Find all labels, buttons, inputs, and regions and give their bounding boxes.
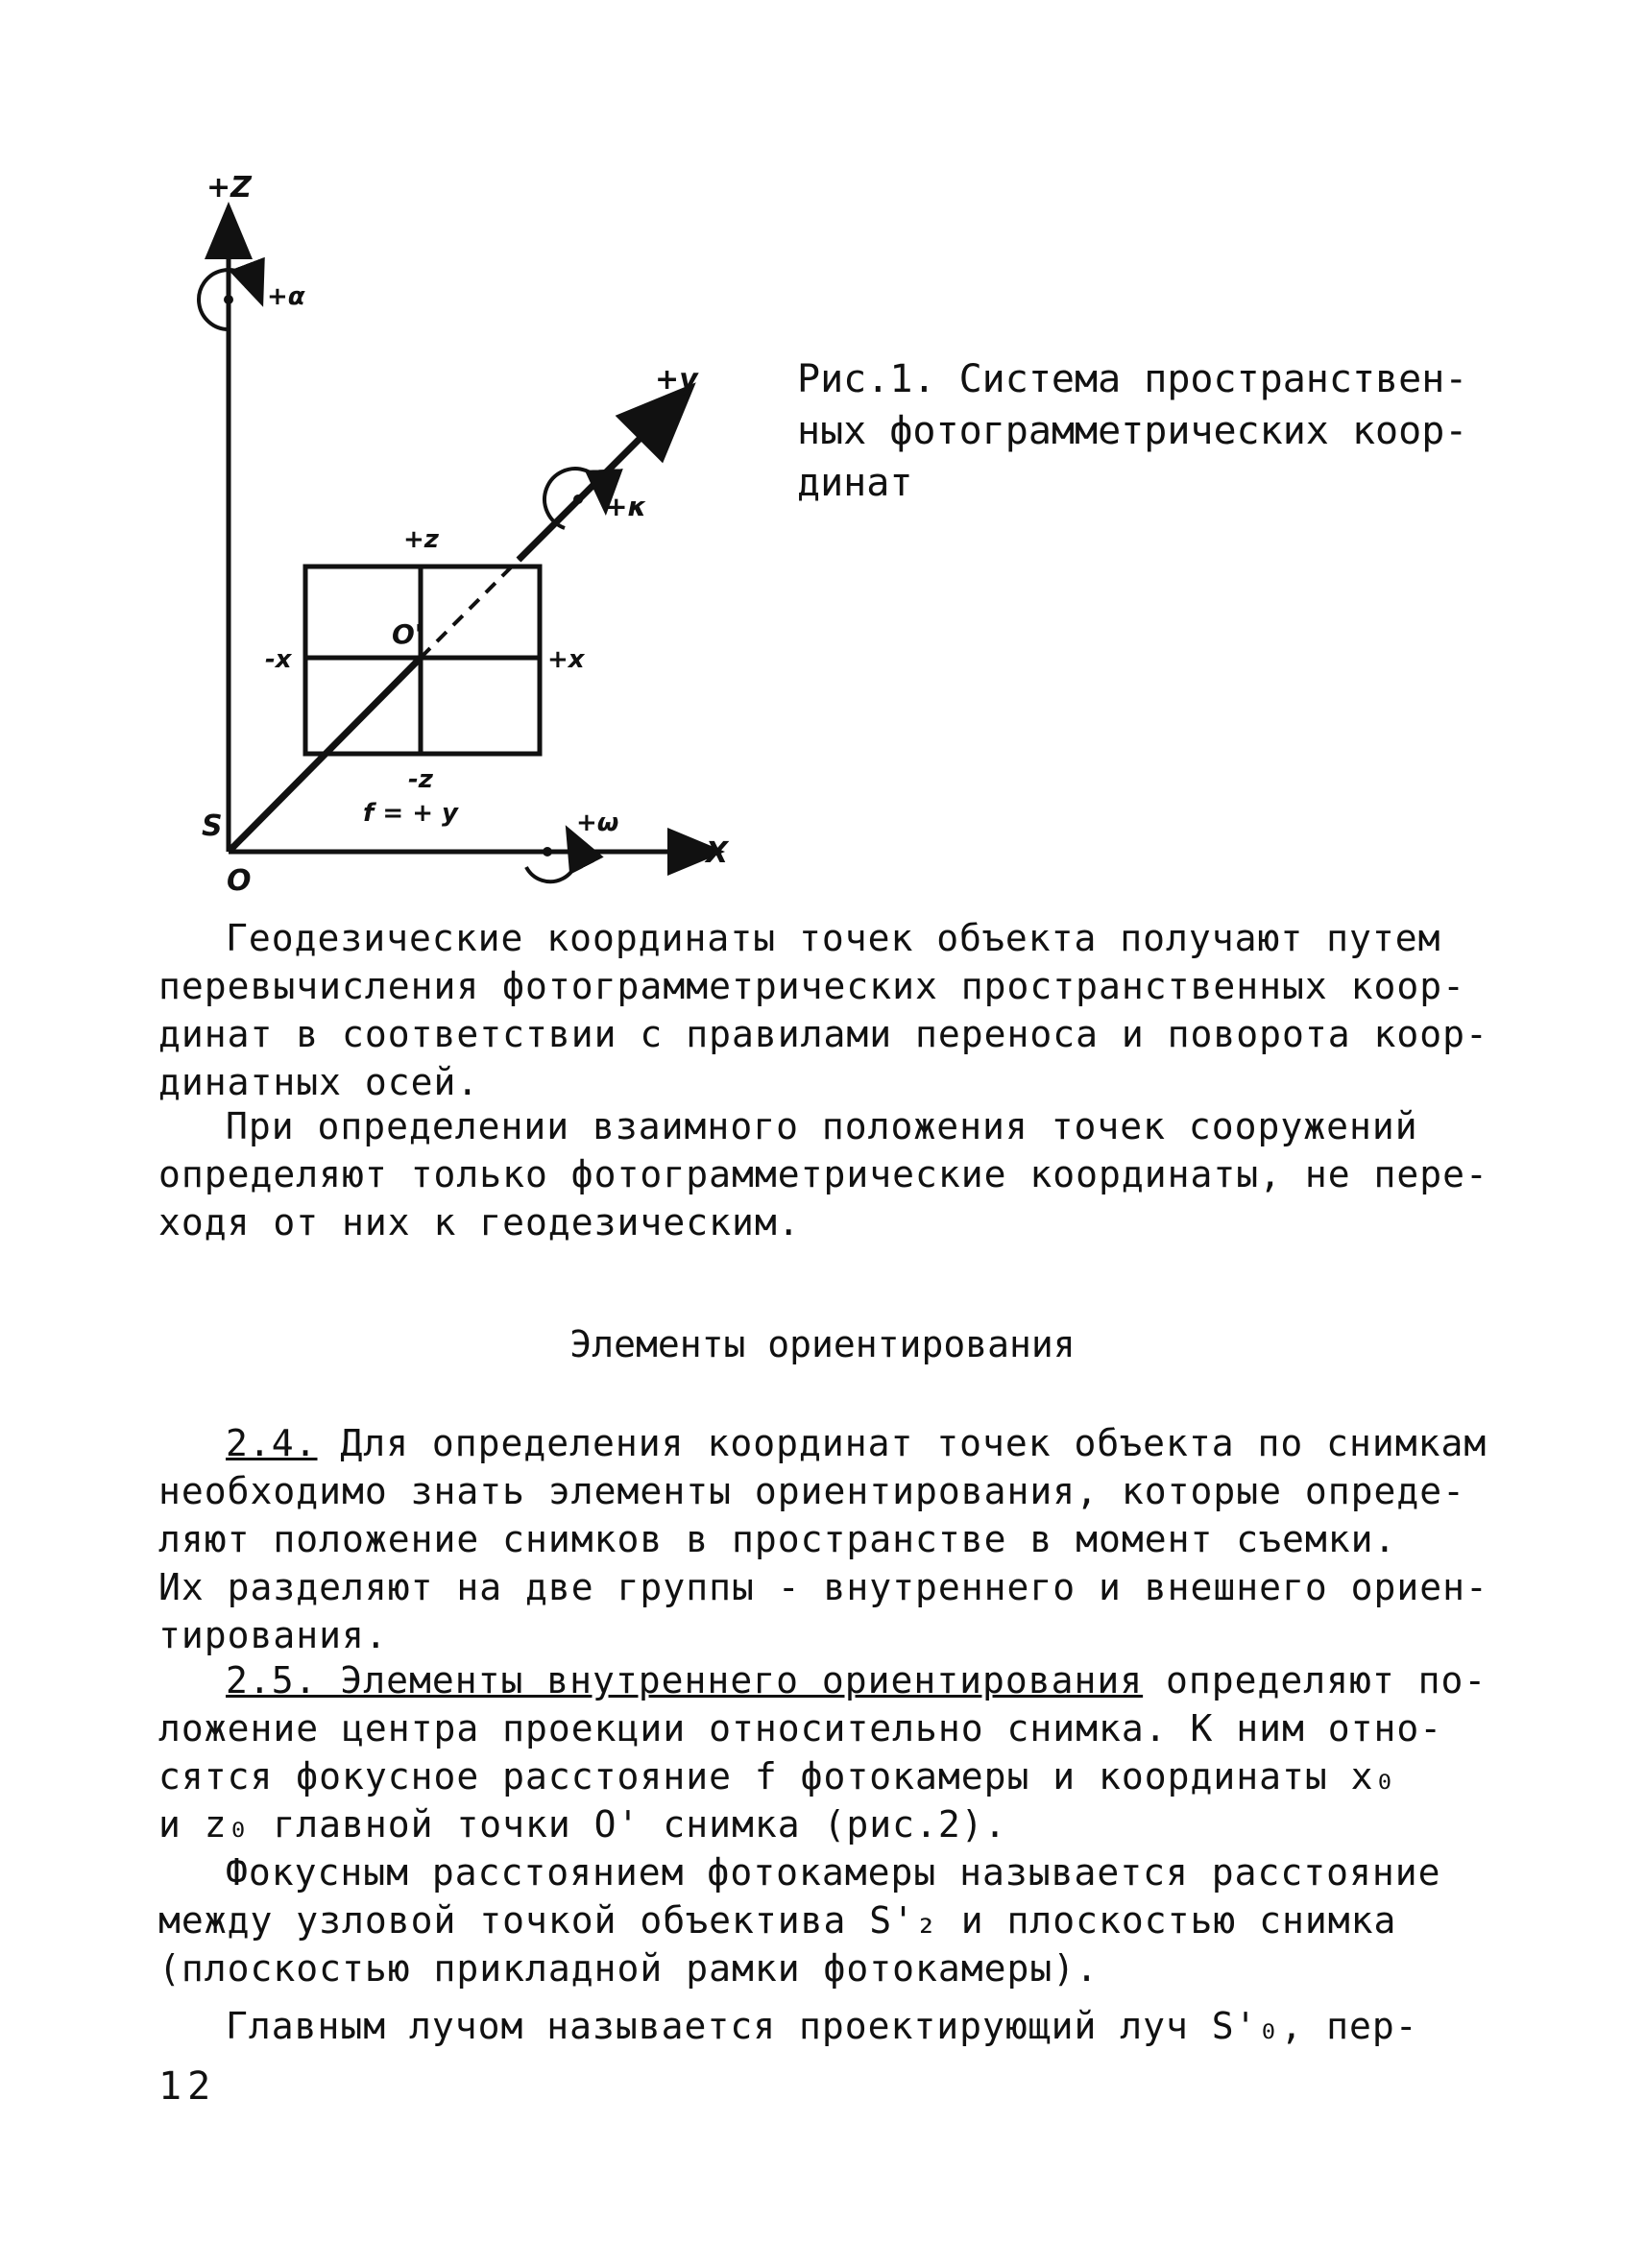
frame-minus-z-label: -z	[408, 765, 433, 794]
text-line: Их разделяют на две группы - внутреннего и внешнего ориен-	[158, 1566, 1488, 1608]
x-axis-label: X	[706, 836, 729, 870]
alpha-label: +α	[267, 282, 305, 311]
text-line: определяют только фотограмметрические координаты, не пере-	[158, 1153, 1488, 1195]
principal-point-label: O'	[392, 618, 423, 650]
kappa-rotation-point	[573, 495, 583, 504]
text-line: Геодезические координаты точек объекта получают путем	[226, 917, 1441, 959]
origin-label: O	[227, 864, 252, 898]
kappa-label: +κ	[605, 491, 647, 522]
y-axis-dashed	[421, 560, 519, 658]
caption-line: динат	[797, 461, 913, 505]
coordinate-diagram	[182, 158, 759, 917]
section-heading: Элементы ориентирования	[569, 1323, 1076, 1365]
frame-plus-x-label: +x	[547, 645, 585, 674]
z-axis-label: +Z	[206, 171, 252, 205]
text-line: и z₀ главной точки O' снимка (рис.2).	[158, 1803, 1007, 1846]
paragraph-geodetic-coords	[158, 914, 1493, 1106]
caption-line: Рис.1. Система пространствен-	[797, 357, 1468, 401]
page-number: 12	[158, 2064, 217, 2109]
omega-rotation-arc	[526, 842, 577, 881]
text-line: тирования.	[158, 1614, 388, 1656]
paragraph-relative-position	[158, 1102, 1493, 1246]
text-line: перевычисления фотограмметрических пространственных коор-	[158, 965, 1466, 1007]
text-line: ляют положение снимков в пространстве в момент съемки.	[158, 1518, 1397, 1560]
omega-label: +ω	[576, 808, 619, 837]
text-line: ходя от них к геодезическим.	[158, 1201, 801, 1243]
text-line: динатных осей.	[158, 1061, 480, 1103]
s-point-label: S	[202, 809, 223, 843]
paragraph-focal-length	[158, 1848, 1493, 1992]
alpha-rotation-point	[224, 295, 233, 304]
text-line: сятся фокусное расстояние f фотокамеры и координаты x₀	[158, 1755, 1397, 1798]
clause-number: 2.4.	[226, 1422, 318, 1464]
omega-rotation-point	[543, 847, 552, 857]
text-line: между узловой точкой объектива S'₂ и плоскостью снимка	[158, 1899, 1397, 1942]
text-line: 2.5. Элементы внутреннего ориентирования определяют по-	[226, 1659, 1488, 1701]
text-line: При определении взаимного положения точек сооружений	[226, 1105, 1418, 1147]
paragraph-2-5	[158, 1656, 1493, 1848]
text-line: (плоскостью прикладной рамки фотокамеры).	[158, 1947, 1099, 1990]
paragraph-2-4	[158, 1419, 1493, 1659]
text-line: Главным лучом называется проектирующий луч S'₀, пер-	[226, 2005, 1418, 2047]
paragraph-main-ray	[158, 2002, 1493, 2050]
clause-number: 2.5. Элементы внутреннего ориентирования	[226, 1659, 1144, 1701]
coordinate-system-figure	[182, 158, 759, 917]
y-axis-line-upper	[519, 406, 672, 560]
frame-minus-x-label: -x	[265, 645, 292, 674]
text-line: Фокусным расстоянием фотокамеры называется расстояние	[226, 1851, 1441, 1894]
text-line: ложение центра проекции относительно снимка. К ним отно-	[158, 1707, 1443, 1749]
figure-caption	[797, 353, 1469, 509]
focal-length-label: f = + y	[363, 799, 458, 828]
caption-line: ных фотограмметрических коор-	[797, 409, 1468, 453]
y-axis-label: +y	[655, 363, 698, 397]
text-line: необходимо знать элементы ориентирования, которые опреде-	[158, 1470, 1466, 1512]
text-line: динат в соответствии с правилами переноса и поворота коор-	[158, 1013, 1488, 1055]
frame-plus-z-label: +z	[403, 525, 439, 554]
text-line: 2.4. Для определения координат точек объекта по снимкам	[226, 1422, 1488, 1464]
